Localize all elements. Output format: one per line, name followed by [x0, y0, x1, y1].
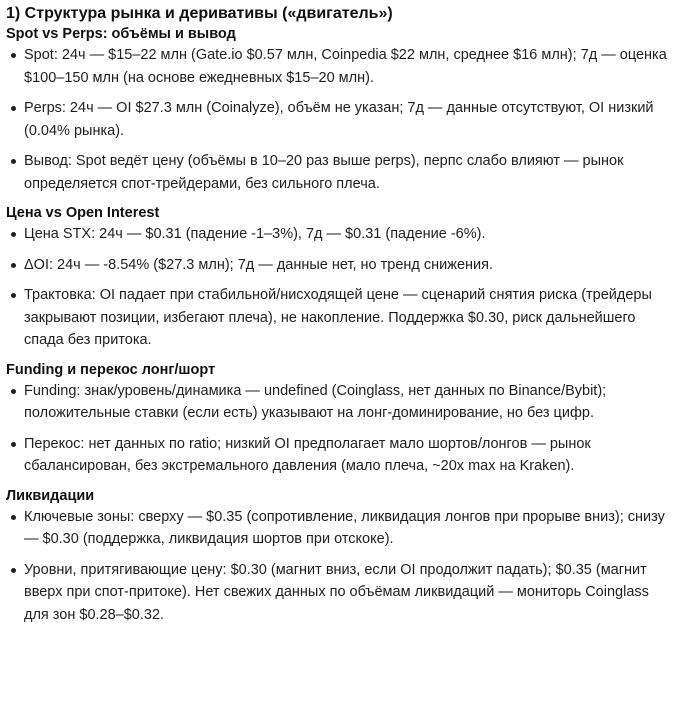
- list-item: [6, 284, 668, 352]
- section-heading-liquidations: Ликвидации: [6, 487, 95, 504]
- list-item-text: Цена STX: 24ч — $0.31 (падение -1–3%), 7д — $0.31 (падение -6%).: [24, 226, 486, 242]
- bullet-dot-icon: [11, 53, 16, 58]
- list-item-text: Perps: 24ч — OI $27.3 млн (Coinalyze), объём не указан; 7д — данные отсутствуют, OI низкий (0.04% рынка).: [24, 100, 654, 139]
- bullet-dot-icon: [11, 159, 16, 164]
- list-item: [6, 559, 668, 627]
- bullet-dot-icon: [11, 568, 16, 573]
- list-item-text: Funding: знак/уровень/динамика — undefined (Coinglass, нет данных по Binance/Bybit); положительные ставки (если есть) указывают на лонг-доминирование, но без цифр.: [24, 382, 607, 421]
- list-item: [6, 380, 668, 425]
- list-item-text: Вывод: Spot ведёт цену (объёмы в 10–20 раз выше perps), перпс слабо влияют — рынок определяется спот-трейдерами, без сильного плеча.: [24, 153, 624, 192]
- list-item: [6, 223, 668, 246]
- list-item-text: Перекос: нет данных по ratio; низкий OI предполагает мало шортов/лонгов — рынок сбалансирован, без экстремального давления (мало плеча, ~20x max на Kraken).: [24, 435, 591, 474]
- bullet-list-funding: [6, 380, 668, 478]
- section-heading-spot-vs-perps: Spot vs Perps: объёмы и вывод: [6, 26, 236, 42]
- list-item-text: Уровни, притягивающие цену: $0.30 (магнит вниз, если OI продолжит падать); $0.35 (магнит вверх при спот-притоке). Нет свежих данных по объёмам ликвидаций — мониторь Coinglass для зон $0.28–$0.32.: [24, 561, 649, 623]
- bullet-dot-icon: [11, 263, 16, 268]
- list-item-text: Spot: 24ч — $15–22 млн (Gate.io $0.57 млн, Coinpedia $22 млн, среднее $16 млн); 7д — оценка $100–150 млн (на основе ежедневных $15–20 млн).: [24, 47, 667, 86]
- list-item: [6, 150, 668, 195]
- list-item-text: ΔOI: 24ч — -8.54% ($27.3 млн); 7д — данные нет, но тренд снижения.: [24, 256, 494, 273]
- bullet-list-price-vs-oi: [6, 223, 668, 352]
- bullet-dot-icon: [11, 389, 16, 394]
- section-heading-price-vs-oi: Цена vs Open Interest: [6, 205, 160, 221]
- bullet-list-liquidations: [6, 506, 668, 627]
- list-item: [6, 254, 668, 277]
- bullet-dot-icon: [11, 106, 16, 111]
- list-item-text: Ключевые зоны: сверху — $0.35 (сопротивление, ликвидация лонгов при прорыве вниз); снизу — $0.30 (поддержка, ликвидация шортов при отскоке).: [24, 508, 665, 547]
- list-item: [6, 44, 668, 89]
- list-item: [6, 433, 668, 478]
- list-item: [6, 97, 668, 142]
- bullet-dot-icon: [11, 293, 16, 298]
- bullet-dot-icon: [11, 515, 16, 520]
- bullet-dot-icon: [11, 442, 16, 447]
- bullet-list-spot-vs-perps: [6, 44, 668, 195]
- list-item: [6, 506, 668, 551]
- bullet-dot-icon: [11, 232, 16, 237]
- section-heading-funding: Funding и перекос лонг/шорт: [6, 361, 216, 378]
- list-item-text: Трактовка: OI падает при стабильной/нисходящей цене — сценарий снятия риска (трейдеры закрывают позиции, избегают плеча), не накопление. Поддержка $0.30, риск дальнейшего спада без притока.: [24, 287, 652, 348]
- document-title: 1) Структура рынка и деривативы («двигатель»): [6, 5, 393, 22]
